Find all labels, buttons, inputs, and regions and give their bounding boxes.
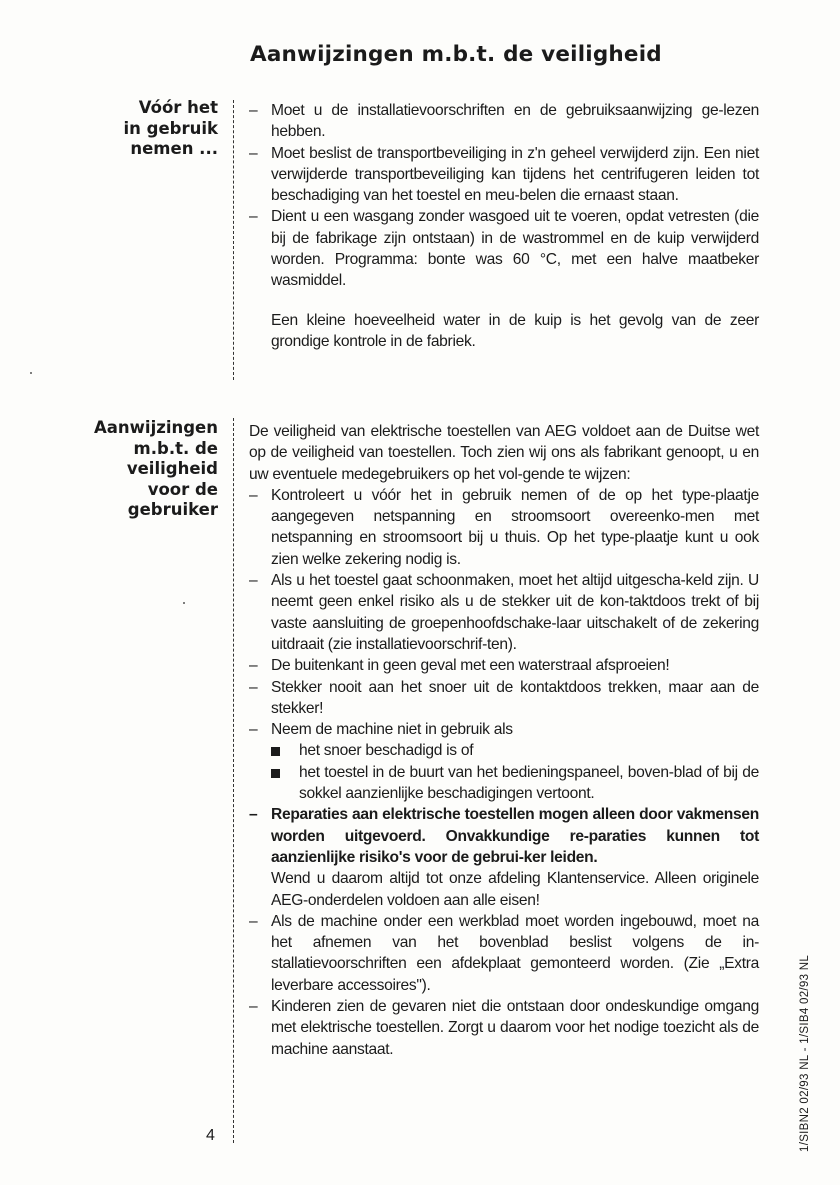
note-text: Een kleine hoeveelheid water in de kuip is het gevolg van de zeer grondige kontrole in de fabriek. <box>271 311 759 350</box>
sub-list-item: het snoer beschadigd is of <box>249 740 759 761</box>
list-item: – Als u het toestel gaat schoonmaken, moet het altijd uitgescha-keld zijn. U neemt geen enkel risiko als u de stekker uit de kon-taktdoos trekt of bij vaste aansluiting de groepenhoofdschake-laar uitschakelt of de zekering uitdraait (zie installatievoorschrif-ten). <box>249 572 759 653</box>
list-item: – Kontroleert u vóór het in gebruik nemen of de op het type-plaatje aangegeven netspanning en stroomsoort overeenko-men met netspanning en stroomsoort bij u thuis. Op het type-plaatje kunt u ook zien welke zekering nodig is. <box>249 486 759 568</box>
list-item: – Moet u de installatievoorschriften en de gebruiksaanwijzing ge-lezen hebben. <box>249 102 759 141</box>
page-title: Aanwijzingen m.b.t. de veiligheid <box>250 42 662 67</box>
list-item-warning: – Reparaties aan elektrische toestellen mogen alleen door vakmensen worden uitgevoerd. Onvakkundige re-paraties kunnen tot aanzienlijke risiko's voor de gebrui-ker leiden. Wend u daarom altijd tot onze afdeling Klantenservice. Alleen originele AEG-onderdelen voldoen aan alle eisen! <box>249 804 759 910</box>
page-number: 4 <box>206 1127 215 1144</box>
section-label-user-safety: Aanwijzingen m.b.t. de veiligheid voor de gebruiker <box>94 418 218 519</box>
square-bullet-icon <box>271 747 280 756</box>
section-user-safety <box>249 421 759 1060</box>
list-item: – Kinderen zien de gevaren niet die ontstaan door ondeskundige omgang met elektrische toestellen. Zorgt u daarom voor het nodige toezicht als de machine aanstaat. <box>249 998 759 1058</box>
list-item: – De buitenkant in geen geval met een waterstraal afsproeien! <box>249 657 670 675</box>
repair-followup: Wend u daarom altijd tot onze afdeling Klantenservice. Alleen originele AEG-onderdelen voldoen aan alle eisen! <box>271 870 759 909</box>
section-divider <box>233 418 234 1143</box>
list-item: – Als de machine onder een werkblad moet worden ingebouwd, moet na het afnemen van het bovenblad beslist volgens de in-stallatievoorschriften een afdekplaat gemonteerd worden. (Zie „Extra leverbare accessoires"). <box>249 912 759 994</box>
list-item: – Moet beslist de transportbeveiliging in z'n geheel verwijderd zijn. Een niet verwijderde transportbeveiliging kan tijdens het centrifugeren leiden tot beschadiging van het toestel en meu-belen die ernaast staan. <box>249 144 759 205</box>
sub-list-item: het toestel in de buurt van het bedieningspaneel, boven-blad of bij de sokkel aanzienlijke beschadigingen vertoont. <box>249 762 759 805</box>
scan-speck <box>183 602 185 604</box>
repair-warning: Reparaties aan elektrische toestellen mogen alleen door vakmensen worden uitgevoerd. Onvakkundige re-paraties kunnen tot aanzienlijke risiko's voor de gebrui-ker leiden. <box>271 806 759 866</box>
scan-speck <box>30 372 32 374</box>
intro-text: De veiligheid van elektrische toestellen van AEG voldoet aan de Duitse wet op de veiligheid van toestellen. Toch zien wij ons als fabrikant genoopt, u en uw eventuele medegebruikers op het vol-gende te wijzen: <box>249 423 759 483</box>
list-item: – Stekker nooit aan het snoer uit de kontaktdoos trekken, maar aan de stekker! <box>249 678 759 717</box>
list-item: – Neem de machine niet in gebruik als <box>249 721 513 739</box>
list-item: – Dient u een wasgang zonder wasgoed uit te voeren, opdat vetresten (die bij de fabrikage zijn ontstaan) in de wastrommel en de kuip verwijderd worden. Programma: bonte was 60 °C, met een halve maatbeker wasmiddel. <box>249 208 759 290</box>
document-code: 1/SIBN2 02/93 NL - 1/SIB4 02/93 NL <box>799 954 811 1152</box>
section-divider <box>233 100 234 380</box>
square-bullet-icon <box>271 769 280 778</box>
section-before-use <box>249 100 759 352</box>
section-label-before-use: Vóór het in gebruik nemen ... <box>123 98 218 158</box>
